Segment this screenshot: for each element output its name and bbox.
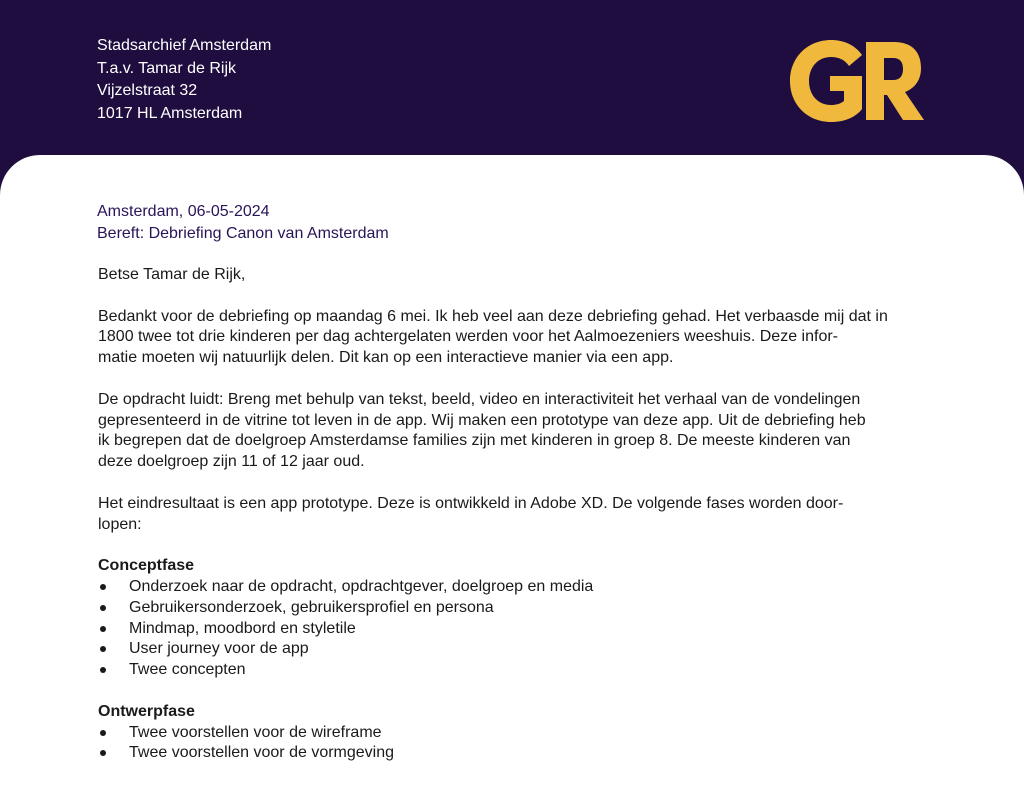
address-line: Stadsarchief Amsterdam [97, 37, 272, 54]
text-line: matie moeten wij natuurlijk delen. Dit kan op een interactieve manier via een app. [98, 349, 674, 367]
list-item-text: Mindmap, moodbord en styletile [129, 619, 356, 637]
text-line: Bedankt voor de debriefing op maandag 6 mei. Ik heb veel aan deze debriefing gehad. Het verbaasde mij dat in [98, 307, 888, 325]
gr-logo [788, 38, 926, 124]
list-item-text: Gebruikersonderzoek, gebruikersprofiel en persona [129, 598, 494, 616]
bullet-list [98, 723, 928, 765]
address-line: Vijzelstraat 32 [97, 82, 198, 99]
text-line: lopen: [98, 515, 142, 533]
bullet-icon [100, 605, 106, 611]
subject-line: Bereft: Debriefing Canon van Amsterdam [97, 225, 389, 242]
list-item [98, 660, 928, 681]
bullet-icon [100, 750, 106, 756]
text-line: gepresenteerd in de vitrine tot leven in de app. Wij maken een prototype van deze app. Uit de debriefing heb [98, 411, 866, 429]
section-title: Conceptfase [98, 557, 195, 575]
list-item-text: Twee voorstellen voor de wireframe [129, 723, 382, 741]
bullet-icon [100, 626, 106, 632]
text-line: 1800 twee tot drie kinderen per dag achtergelaten werden voor het Aalmoezeniers weeshuis. Deze infor- [98, 328, 838, 346]
list-item-text: Twee concepten [129, 661, 246, 679]
place-date: Amsterdam, 06-05-2024 [97, 203, 270, 220]
text-line: De opdracht luidt: Breng met behulp van tekst, beeld, video en interactiviteit het verhaal van de vondelingen [98, 390, 861, 408]
list-item [98, 743, 928, 764]
text-line: deze doelgroep zijn 11 of 12 jaar oud. [98, 453, 365, 471]
letter-body [98, 265, 928, 785]
paragraph [98, 390, 928, 473]
list-item [98, 723, 928, 744]
list-item-text: Twee voorstellen voor de vormgeving [129, 744, 395, 762]
text-line: ik begrepen dat de doelgroep Amsterdamse families zijn met kinderen in groep 8. De meeste kinderen van [98, 432, 851, 450]
paragraph [98, 307, 928, 369]
paragraph [98, 494, 928, 536]
list-item-text: Onderzoek naar de opdracht, opdrachtgever, doelgroep en media [129, 577, 594, 595]
section-title: Ontwerpfase [98, 702, 195, 720]
bullet-icon [100, 730, 106, 736]
letter-meta [97, 201, 389, 245]
address-line: 1017 HL Amsterdam [97, 104, 243, 122]
list-item [98, 619, 928, 640]
bullet-list [98, 577, 928, 681]
list-item [98, 577, 928, 598]
recipient-address [97, 35, 271, 125]
list-item-text: User journey voor de app [129, 640, 309, 658]
list-item [98, 598, 928, 619]
salutation: Betse Tamar de Rijk, [98, 266, 246, 283]
address-line: T.a.v. Tamar de Rijk [97, 59, 237, 77]
letterhead [0, 0, 1024, 160]
text-line: Het eindresultaat is een app prototype. Deze is ontwikkeld in Adobe XD. De volgende fases worden door- [98, 494, 844, 512]
bullet-icon [100, 584, 106, 590]
list-item [98, 639, 928, 660]
bullet-icon [100, 646, 106, 652]
bullet-icon [100, 667, 106, 673]
